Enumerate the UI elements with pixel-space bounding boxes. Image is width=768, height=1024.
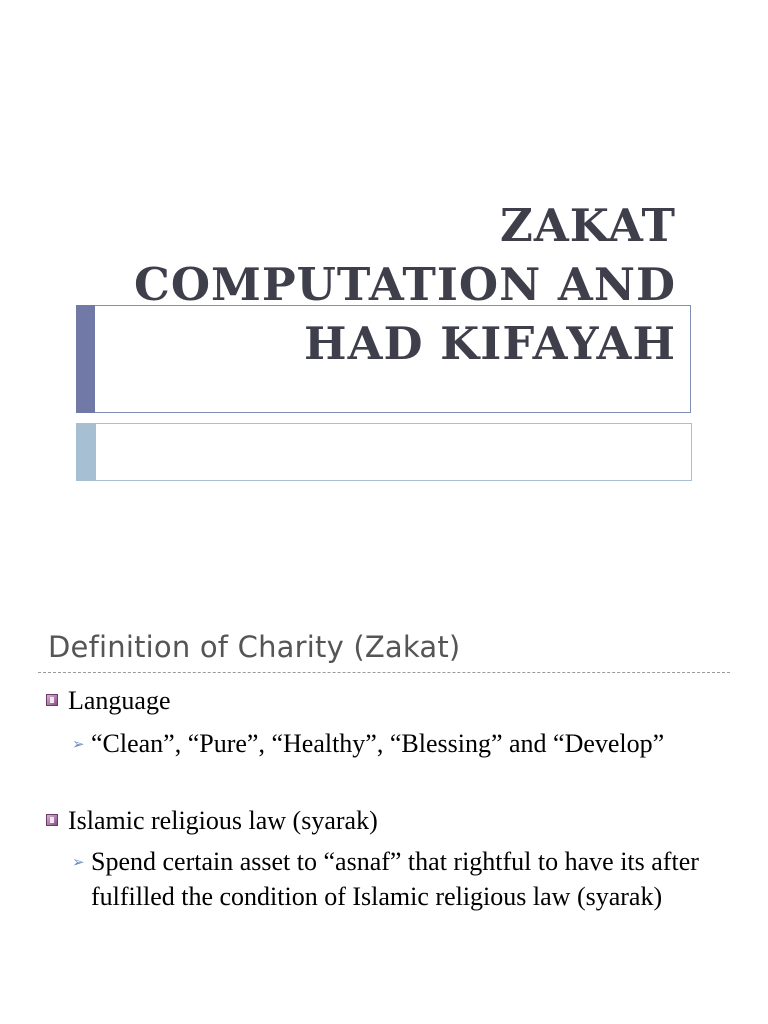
heading-divider: [38, 672, 730, 673]
content-slide: [0, 560, 768, 1024]
list-item: [68, 806, 378, 836]
sub-list-item: [72, 726, 711, 761]
list-item-label: Islamic religious law (syarak): [68, 806, 378, 835]
content-heading: Definition of Charity (Zakat): [48, 630, 461, 664]
sub-list-item: [72, 844, 711, 914]
subtitle-frame: [76, 423, 692, 481]
square-bullet-icon: [46, 814, 58, 826]
arrow-bullet-icon: ➢: [72, 735, 85, 753]
slide-title-line-3: HAD KIFAYAH: [304, 317, 676, 370]
sub-list-item-text: “Clean”, “Pure”, “Healthy”, “Blessing” and “Develop”: [91, 729, 665, 758]
slide-title: [76, 196, 676, 373]
subtitle-accent-bar: [76, 423, 96, 481]
slide-title-line-2: COMPUTATION AND: [134, 258, 676, 311]
arrow-bullet-icon: ➢: [72, 853, 85, 871]
square-bullet-icon: [46, 694, 58, 706]
slide-title-line-1: ZAKAT: [500, 199, 676, 252]
list-item: [68, 686, 171, 716]
list-item-label: Language: [68, 686, 171, 715]
sub-list-item-text: Spend certain asset to “asnaf” that rightful to have its after fulfilled the condition of Islamic religious law (syarak): [91, 847, 699, 911]
